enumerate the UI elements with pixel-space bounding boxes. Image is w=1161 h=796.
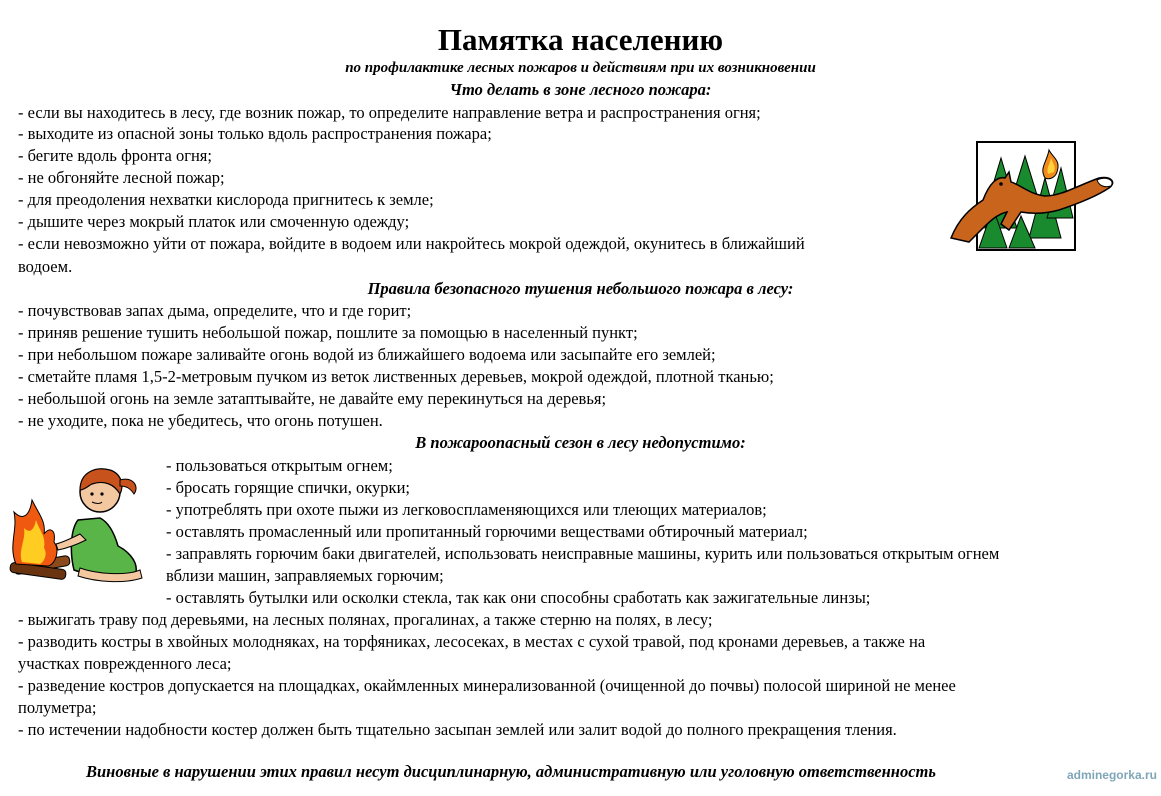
list-item: - при небольшом пожаре заливайте огонь водой из ближайшего водоема или засыпайте его землей;	[18, 345, 716, 364]
list-item: - для преодоления нехватки кислорода пригнитесь к земле;	[18, 190, 434, 209]
list-item: - небольшой огонь на земле затаптывайте, не давайте ему перекинуться на деревья;	[18, 389, 607, 408]
section-heading-forest-fire: Что делать в зоне лесного пожара:	[449, 80, 712, 99]
list-item: - бегите вдоль фронта огня;	[18, 146, 212, 165]
list-item: участках поврежденного леса;	[18, 654, 232, 673]
list-item: вблизи машин, заправляемых горючим;	[166, 566, 444, 585]
girl-by-campfire-icon	[0, 460, 160, 590]
list-item: - не обгоняйте лесной пожар;	[18, 168, 225, 187]
list-item: водоем.	[18, 257, 73, 276]
list-item: - оставлять бутылки или осколки стекла, так как они способны сработать как зажигательные линзы;	[166, 588, 871, 607]
list-item: - оставлять промасленный или пропитанный горючими веществами обтирочный материал;	[166, 522, 808, 541]
list-item: - дышите через мокрый платок или смоченную одежду;	[18, 212, 410, 231]
list-item: - выходите из опасной зоны только вдоль распространения пожара;	[18, 124, 492, 143]
list-item: - разводить костры в хвойных молодняках, на торфяниках, лесосеках, в местах с сухой травой, под кронами деревьев, а также на	[18, 632, 926, 651]
list-item: - не уходите, пока не убедитесь, что огонь потушен.	[18, 411, 383, 430]
footer-note: Виновные в нарушении этих правил несут дисциплинарную, административную или уголовную ответственность	[86, 762, 936, 781]
list-item: - сметайте пламя 1,5-2-метровым пучком из веток лиственных деревьев, мокрой одеждой, плотной тканью;	[18, 367, 774, 386]
section-heading-safe-extinguishing: Правила безопасного тушения небольшого пожара в лесу:	[367, 279, 794, 298]
list-item: - по истечении надобности костер должен быть тщательно засыпан землей или залит водой до полного прекращения тления.	[18, 720, 897, 739]
list-item: - бросать горящие спички, окурки;	[166, 478, 410, 497]
list-item: полуметра;	[18, 698, 97, 717]
list-item: - если вы находитесь в лесу, где возник пожар, то определите направление ветра и распространения огня;	[18, 103, 761, 122]
fox-running-from-forest-fire-icon	[949, 138, 1119, 254]
list-item: - употреблять при охоте пыжи из легковоспламеняющихся или тлеющих материалов;	[166, 500, 767, 519]
list-item: - пользоваться открытым огнем;	[166, 456, 393, 475]
list-item: - разведение костров допускается на площадках, окаймленных минерализованной (очищенной до почвы) полосой шириной не менее	[18, 676, 956, 695]
list-item: - почувствовав запах дыма, определите, что и где горит;	[18, 301, 412, 320]
list-item: - приняв решение тушить небольшой пожар, пошлите за помощью в населенный пункт;	[18, 323, 638, 342]
list-item: - заправлять горючим баки двигателей, использовать неисправные машины, курить или пользоваться открытым огнем	[166, 544, 1000, 563]
page-subtitle: по профилактике лесных пожаров и действиям при их возникновении	[345, 60, 816, 76]
page-title: Памятка населению	[437, 22, 724, 57]
list-item: - выжигать траву под деревьями, на лесных полянах, прогалинах, а также стерню на полях, в лесу;	[18, 610, 713, 629]
list-item: - если невозможно уйти от пожара, войдите в водоем или накройтесь мокрой одеждой, окунитесь в ближайший	[18, 234, 805, 253]
section-heading-prohibited: В пожароопасный сезон в лесу недопустимо:	[415, 433, 746, 452]
watermark: adminegorka.ru	[1040, 768, 1161, 786]
